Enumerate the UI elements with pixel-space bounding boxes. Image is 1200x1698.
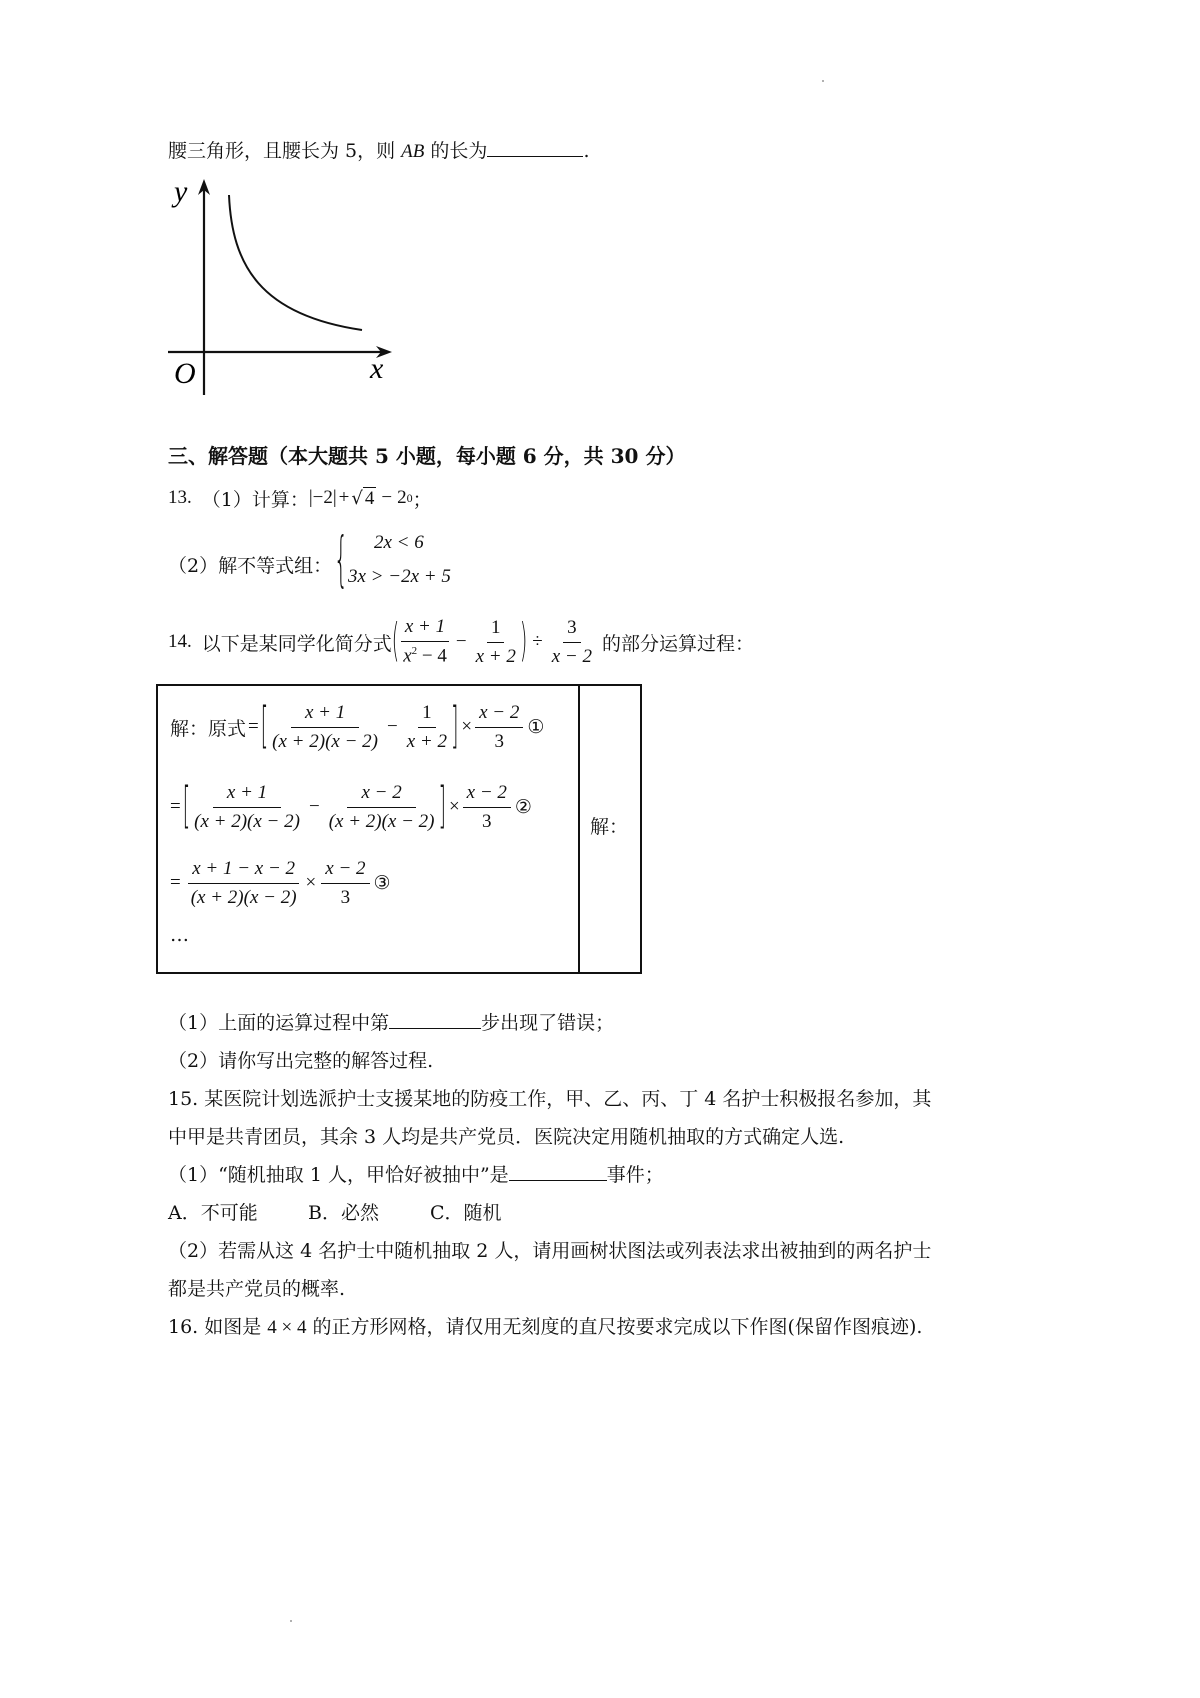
q15-option-a[interactable]: A．不可能 bbox=[168, 1202, 258, 1224]
box-eq-1: = bbox=[248, 716, 259, 737]
side-solution-label: 解： bbox=[590, 816, 629, 838]
box-l3-multiplier: $\frac{x - 2}{3}$ bbox=[321, 858, 369, 909]
q16-grid-size: 4 × 4 bbox=[267, 1317, 307, 1338]
q15-option-b[interactable]: B．必然 bbox=[308, 1202, 379, 1224]
box-l1-frac-a: $\frac{x + 1}{(x + 2)(x - 2)}$ bbox=[272, 701, 378, 752]
q15-line-2: 中甲是共青团员，其余 3 人均是共产党员．医院决定用随机抽取的方式确定人选. bbox=[168, 1126, 845, 1148]
q13-sqrt-arg: 4 bbox=[364, 487, 375, 509]
q14-intro-text: 以下是某同学化简分式 bbox=[201, 632, 392, 655]
q15-line-1: 15. 某医院计划选派护士支援某地的防疫工作，甲、乙、丙、丁 4 名护士积极报名参加，其 bbox=[168, 1088, 932, 1110]
box-l1-minus: − bbox=[386, 716, 398, 737]
scan-dot bbox=[290, 1620, 292, 1622]
q14-part1-b: 步出现了错误； bbox=[481, 1012, 615, 1034]
q15-part2-line-1: （2）若需从这 4 名护士中随机抽取 2 人，请用画树状图法或列表法求出被抽到的两名护士 bbox=[168, 1240, 932, 1262]
q13-power-base: 2 bbox=[397, 487, 407, 508]
box-l1-times: × bbox=[461, 716, 473, 737]
q13-part1 bbox=[168, 483, 432, 513]
q14-fraction-1 bbox=[399, 616, 451, 667]
box-eq-2: = bbox=[170, 796, 181, 817]
box-l2-frac-b: $\frac{x - 2}{(x + 2)(x - 2)}$ bbox=[328, 781, 435, 832]
q13-power-exp: 0 bbox=[406, 490, 413, 505]
box-start-text: 解：原式 bbox=[170, 717, 247, 740]
q14-frac2-denominator: x + 2 bbox=[475, 645, 516, 667]
right-bracket: ] bbox=[450, 697, 459, 755]
box-l2-frac-a: $\frac{x + 1}{(x + 2)(x - 2)}$ bbox=[194, 781, 300, 832]
q15-part1-a: （1）“随机抽取 1 人，甲恰好被抽中”是 bbox=[168, 1164, 509, 1186]
box-line-3 bbox=[170, 854, 391, 912]
q14-frac3-numerator: 3 bbox=[563, 617, 581, 643]
y-axis-label: y bbox=[174, 175, 188, 208]
box-ellipsis: … bbox=[170, 924, 189, 946]
box-l2-multiplier: $\frac{x - 2}{3}$ bbox=[463, 782, 511, 833]
left-bracket: [ bbox=[260, 697, 269, 755]
box-l2-times: × bbox=[448, 796, 460, 817]
q14-frac1-numerator: x + 1 bbox=[401, 616, 449, 642]
q15-event-blank[interactable] bbox=[509, 1162, 607, 1181]
q13-inequality-1: 2x < 6 bbox=[374, 532, 424, 553]
q16-text-post: 的正方形网格，请仅用无刻度的直尺按要求完成以下作图(保留作图痕迹). bbox=[306, 1316, 923, 1338]
q14-minus: − bbox=[455, 631, 467, 652]
step-marker-1: ① bbox=[527, 716, 545, 738]
box-l2-minus: − bbox=[308, 796, 320, 817]
inverse-function-graph bbox=[160, 175, 400, 400]
q13-minus: − bbox=[381, 487, 393, 508]
q13-abs-term: |−2| bbox=[308, 487, 337, 508]
q15-part2-line-2: 都是共产党员的概率. bbox=[168, 1278, 346, 1300]
q14-intro bbox=[168, 614, 754, 670]
system-brace: { bbox=[334, 528, 348, 596]
origin-label: O bbox=[174, 357, 196, 390]
step-marker-2: ② bbox=[514, 796, 532, 818]
q13-part2-label: （2）解不等式组： bbox=[168, 555, 333, 577]
q15-part1 bbox=[168, 1160, 664, 1187]
section-title: 三、解答题（本大题共 5 小题，每小题 6 分，共 30 分） bbox=[168, 444, 686, 468]
box-line-2 bbox=[170, 778, 532, 836]
q12-text-post: 的长为 bbox=[424, 140, 488, 162]
left-bracket: [ bbox=[182, 777, 191, 835]
sqrt-symbol: √ bbox=[351, 487, 363, 509]
q12-tail-line bbox=[168, 136, 589, 163]
q14-number: 14. bbox=[168, 631, 192, 652]
q14-frac2-numerator: 1 bbox=[487, 617, 505, 643]
box-l1-frac-b: $\frac{1}{x + 2}$ bbox=[406, 701, 447, 752]
box-l3-frac: $\frac{x + 1 - x - 2}{(x + 2)(x - 2)}$ bbox=[187, 858, 301, 909]
right-bracket: ] bbox=[438, 777, 446, 835]
q14-frac3-denominator: x − 2 bbox=[551, 645, 592, 667]
solution-divider bbox=[578, 684, 580, 972]
q12-period: . bbox=[583, 140, 590, 162]
hyperbola-curve bbox=[229, 195, 362, 330]
q14-frac1-denominator: $x^2 - 4$ bbox=[403, 645, 447, 667]
q14-fraction-3 bbox=[548, 617, 596, 668]
left-paren: ( bbox=[391, 614, 400, 668]
q14-fraction-2 bbox=[472, 617, 520, 668]
q12-answer-blank[interactable] bbox=[487, 138, 583, 157]
right-paren: ) bbox=[519, 614, 528, 668]
q16-text-pre: 16. 如图是 bbox=[168, 1316, 268, 1338]
q13-inequality-2: 3x > −2x + 5 bbox=[348, 566, 451, 587]
q14-part1-a: （1）上面的运算过程中第 bbox=[168, 1012, 390, 1034]
q16-line bbox=[168, 1312, 922, 1339]
q12-text-pre: 腰三角形，且腰长为 5，则 bbox=[168, 140, 402, 162]
step-marker-3: ③ bbox=[373, 872, 391, 894]
scan-dot bbox=[822, 80, 824, 82]
q15-option-c[interactable]: C．随机 bbox=[430, 1202, 502, 1224]
q13-plus: + bbox=[338, 487, 350, 508]
q14-part1 bbox=[168, 1008, 614, 1035]
box-line-1 bbox=[170, 698, 544, 756]
q13-semicolon: ； bbox=[412, 488, 432, 511]
x-axis-label: x bbox=[370, 352, 384, 385]
q14-divide: ÷ bbox=[532, 631, 543, 652]
q14-step-blank[interactable] bbox=[389, 1010, 481, 1029]
q14-part2: （2）请你写出完整的解答过程. bbox=[168, 1050, 434, 1072]
box-eq-3: = bbox=[170, 872, 181, 893]
q12-var-ab: AB bbox=[401, 141, 425, 162]
q15-part1-b: 事件； bbox=[606, 1164, 664, 1186]
q14-outro-text: 的部分运算过程： bbox=[601, 632, 754, 655]
q13-number: 13. bbox=[168, 487, 192, 508]
box-l3-times: × bbox=[305, 872, 317, 893]
q13-part1-label: （1）计算： bbox=[201, 488, 309, 511]
box-l1-multiplier: $\frac{x - 2}{3}$ bbox=[475, 702, 523, 753]
